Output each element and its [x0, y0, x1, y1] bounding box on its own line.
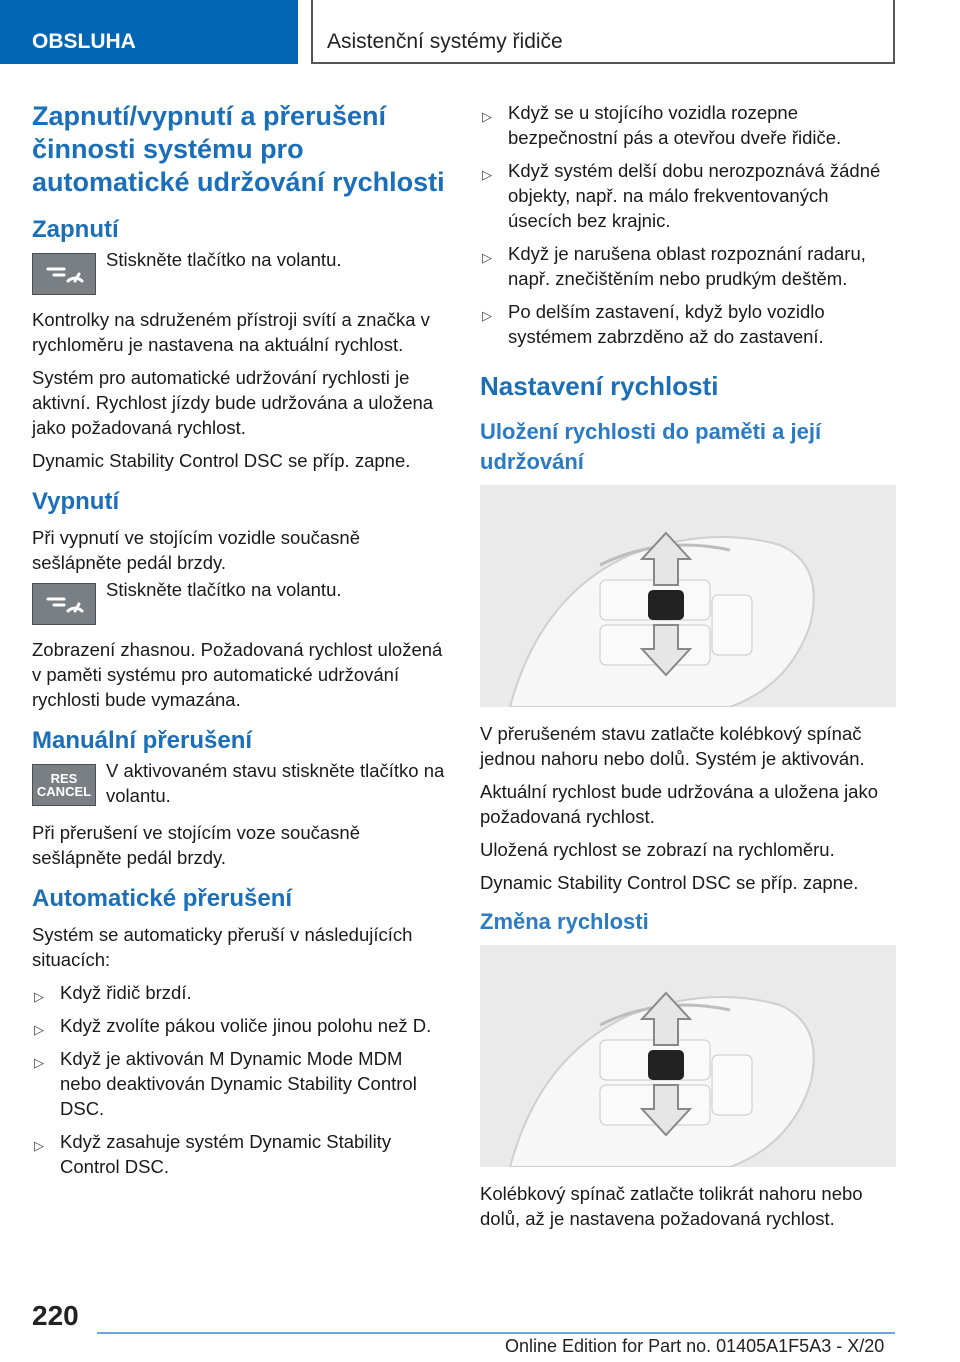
auto-list-continued — [480, 100, 896, 349]
auto-list — [32, 980, 448, 1179]
page-header — [0, 0, 960, 66]
store-paragraph-4: Dynamic Stability Control DSC se příp. zapne. — [480, 872, 859, 893]
list-item: ▷ Po delším zastavení, když bylo vozidlo systémem zabrzděno až do zastavení. — [482, 301, 825, 347]
chapter-tab: Asistenční systémy řidiče — [311, 0, 895, 64]
section-tab: OBSLUHA — [0, 0, 298, 64]
heading-off: Vypnutí — [32, 488, 120, 515]
heading-on: Zapnutí — [32, 216, 119, 243]
cruise-control-icon — [32, 583, 96, 625]
change-paragraph-1: Kolébkový spínač zatlačte tolikrát nahoru nebo dolů, až je nastavena požadovaná rychlost. — [480, 1183, 863, 1229]
store-paragraph-2: Aktuální rychlost bude udržována a uložena jako požadovaná rychlost. — [480, 781, 879, 827]
off-paragraph-2: Zobrazení zhasnou. Požadovaná rychlost uložená v paměti systému pro automatické udržování rychlosti bude vymazána. — [32, 639, 443, 710]
list-item: ▷ Když zvolíte pákou voliče jinou polohu než D. — [32, 1013, 448, 1038]
heading-store: Uložení rychlosti do paměti a její udržování — [480, 419, 822, 474]
on-paragraph-2: Systém pro automatické udržování rychlosti je aktivní. Rychlost jízdy bude udržována a uložena jako požadovaná rychlost. — [32, 367, 434, 438]
triangle-bullet-icon: ▷ — [482, 167, 492, 182]
button-instruction-manual — [32, 760, 448, 808]
triangle-bullet-icon: ▷ — [482, 250, 492, 265]
button-text-manual: V aktivovaném stavu stiskněte tlačítko na volantu. — [106, 760, 445, 806]
heading-manual: Manuální přerušení — [32, 727, 253, 754]
right-column — [480, 100, 896, 1239]
cancel-label: CANCEL — [36, 784, 92, 799]
steering-rocker-photo — [480, 485, 896, 707]
store-paragraph-3: Uložená rychlost se zobrazí na rychloměru. — [480, 839, 835, 860]
res-cancel-icon — [32, 764, 96, 806]
heading-speed: Nastavení rychlosti — [480, 371, 719, 401]
triangle-bullet-icon: ▷ — [34, 1022, 44, 1037]
page-number: 220 — [32, 1300, 79, 1331]
button-instruction-off — [32, 579, 448, 625]
auto-paragraph-1: Systém se automaticky přeruší v následujících situacích: — [32, 924, 413, 970]
footer-divider — [97, 1332, 895, 1334]
cruise-control-icon — [32, 253, 96, 295]
steering-rocker-photo-2 — [480, 945, 896, 1167]
page-title: Zapnutí/vypnutí a přerušení činnosti systému pro automatické udržování rychlosti — [32, 101, 445, 197]
triangle-bullet-icon: ▷ — [482, 109, 492, 124]
list-item: ▷ Když zasahuje systém Dynamic Stability Control DSC. — [34, 1131, 392, 1177]
list-item: ▷ Když řidič brzdí. — [32, 980, 448, 1005]
triangle-bullet-icon: ▷ — [34, 989, 44, 1004]
res-label: RES — [50, 771, 78, 786]
heading-auto: Automatické přerušení — [32, 885, 293, 912]
triangle-bullet-icon: ▷ — [482, 308, 492, 323]
store-paragraph-1: V přerušeném stavu zatlačte kolébkový spínač jednou nahoru nebo dolů. Systém je aktivován. — [480, 723, 865, 769]
manual-paragraph-1: Při přerušení ve stojícím voze současně sešlápněte pedál brzdy. — [32, 822, 361, 868]
button-text-off: Stiskněte tlačítko na volantu. — [106, 579, 342, 600]
triangle-bullet-icon: ▷ — [34, 1138, 44, 1153]
triangle-bullet-icon: ▷ — [34, 1055, 44, 1070]
list-item: ▷ Když se u stojícího vozidla rozepne bezpečnostní pás a otevřou dveře řidiče. — [482, 102, 842, 148]
list-item: ▷ Když je narušena oblast rozpoznání radaru, např. znečištěním nebo prudkým deštěm. — [482, 243, 866, 289]
off-paragraph-1: Při vypnutí ve stojícím vozidle současně sešlápněte pedál brzdy. — [32, 527, 361, 573]
list-item: ▷ Když systém delší dobu nerozpoznává žádné objekty, např. na málo frekventovaných úsecích bez krajnic. — [482, 160, 881, 231]
button-instruction-on — [32, 249, 448, 295]
edition-text: Online Edition for Part no. 01405A1F5A3 - X/20 — [505, 1336, 885, 1356]
on-paragraph-1: Kontrolky na sdruženém přístroji svítí a značka v rychloměru je nastavena na aktuální rychlost. — [32, 309, 430, 355]
list-item: ▷ Když je aktivován M Dynamic Mode MDM nebo deaktivován Dynamic Stability Control DSC. — [34, 1048, 417, 1119]
on-paragraph-3: Dynamic Stability Control DSC se příp. zapne. — [32, 450, 411, 471]
button-text-on: Stiskněte tlačítko na volantu. — [106, 249, 342, 270]
heading-change: Změna rychlosti — [480, 909, 649, 934]
left-column — [32, 100, 448, 1187]
